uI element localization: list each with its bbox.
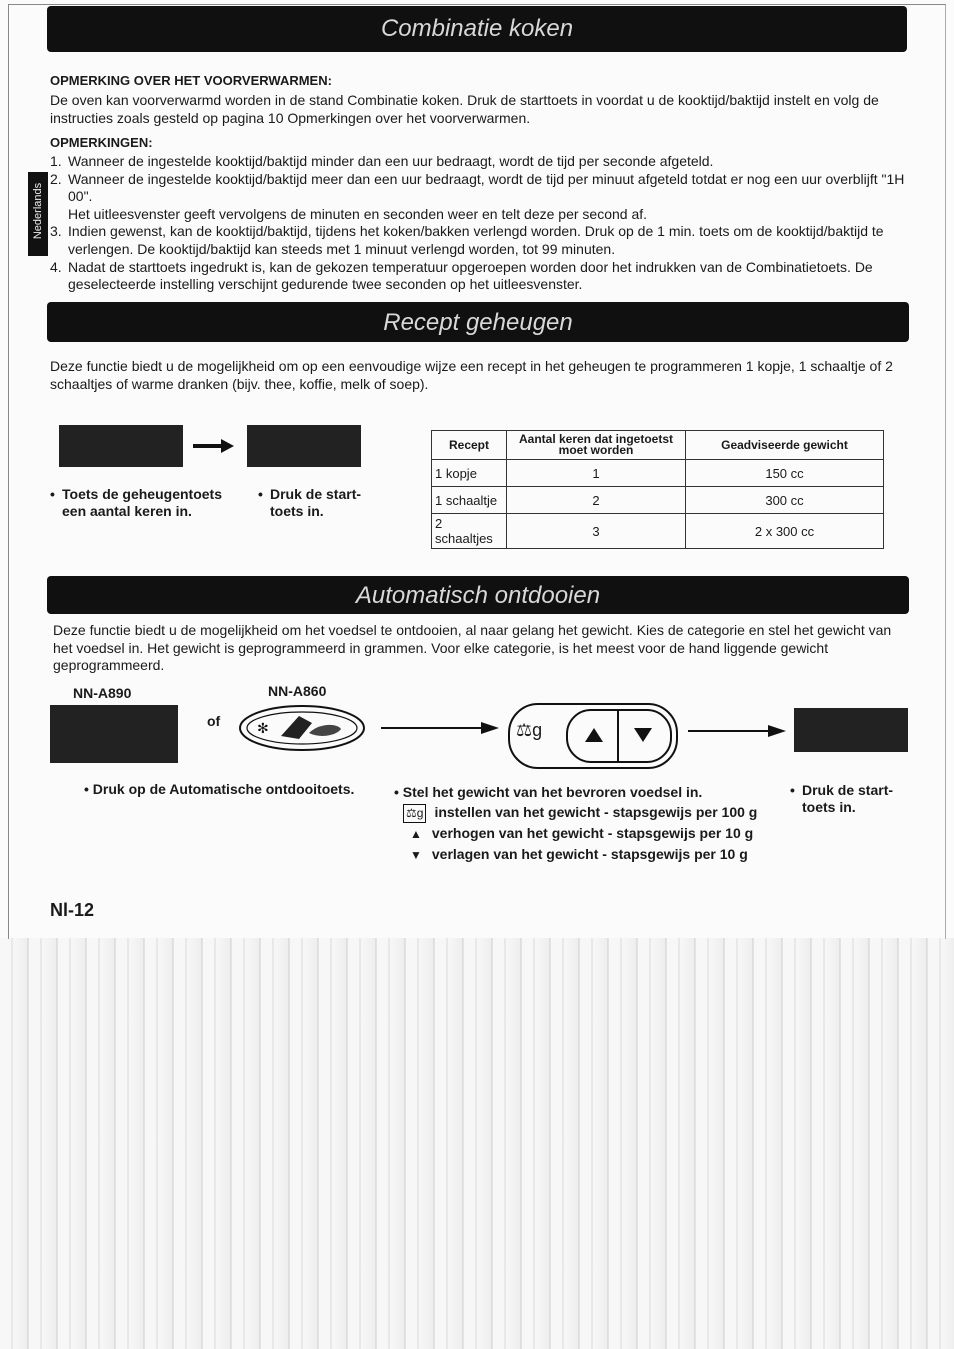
table-cell: 1 <box>507 460 686 487</box>
table-row <box>432 514 884 549</box>
ontdooien-intro: Deze functie biedt u de mogelijkheid om het voedsel te ontdooien, al naar gelang het gewicht. Kies de categorie en stel het gewicht van het voedsel in. Het gewicht is geprogrammeerd in grammen. Voor elke categorie, is het meest voor de hand liggende gewicht geprogrammeerd. <box>53 622 892 673</box>
table-header: Aantal keren dat ingetoetst moet worden <box>507 431 686 460</box>
weight-scale-icon: ⚖g <box>516 720 543 741</box>
ontdooien-step3: • Druk de start-toets in. <box>790 782 894 815</box>
weight-set-line: ⚖g instellen van het gewicht - stapsgewijs per 100 g <box>403 804 757 823</box>
preheat-note-text: De oven kan voorverwarmd worden in de stand Combinatie koken. Druk de starttoets in voordat u de kooktijd/baktijd instelt en volg de instructies zoals gesteld op pagina 10 Opmerkingen over het voorverwarmen. <box>50 92 879 126</box>
start-key-image <box>247 425 361 467</box>
model-label-a860: NN-A860 <box>268 683 327 699</box>
auto-defrost-key-icon <box>237 703 367 753</box>
arrow-right-icon <box>381 721 501 735</box>
table-row <box>432 487 884 514</box>
table-cell: 1 schaaltje <box>432 487 507 514</box>
section-title: Combinatie koken <box>380 15 574 42</box>
gram-symbol: g <box>532 720 543 740</box>
weight-down-line: ▼ verlagen van het gewicht - stapsgewijs per 10 g <box>410 846 748 862</box>
remarks-heading: OPMERKINGEN: <box>50 135 153 150</box>
table-cell: 1 kopje <box>432 460 507 487</box>
language-side-tab <box>28 172 48 256</box>
recept-table <box>431 430 884 549</box>
table-header-row <box>432 431 884 460</box>
table-cell: 2 x 300 cc <box>686 514 884 549</box>
key-divider <box>617 709 619 761</box>
section-title: Recept geheugen <box>383 309 573 336</box>
table-row <box>432 460 884 487</box>
side-tab-label: Nederlands <box>32 182 44 240</box>
arrow-right-icon <box>688 724 788 738</box>
list-item: 1. Wanneer de ingestelde kooktijd/baktijd minder dan een uur bedraagt, wordt de tijd per seconde afgeteld. <box>50 153 714 169</box>
automatisch-ontdooien-banner <box>47 576 909 614</box>
recept-intro: Deze functie biedt u de mogelijkheid om op een eenvoudige wijze een recept in het geheugen te programmeren 1 kopje, 1 schaaltje of 2 schaaltjes of warme dranken (bijv. thee, koffie, melk of soep). <box>50 358 893 392</box>
memory-key-image <box>59 425 183 467</box>
ontdooien-step2: • Stel het gewicht van het bevroren voedsel in. <box>394 784 703 800</box>
combinatie-koken-banner <box>47 6 907 52</box>
up-triangle-icon: ▲ <box>410 827 422 841</box>
table-cell: 2 <box>507 487 686 514</box>
table-header: Recept <box>432 431 507 460</box>
section-title: Automatisch ontdooien <box>355 582 601 609</box>
start-key-image <box>794 708 908 752</box>
list-item: 4. Nadat de starttoets ingedrukt is, kan de gekozen temperatuur opgeroepen worden door het indrukken van de Combinatietoets. De geselecteerde instelling verschijnt gedurende twee seconden op het uitleesvenster. <box>50 258 873 293</box>
svg-text:✻: ✻ <box>257 721 269 737</box>
up-triangle-icon <box>584 727 604 743</box>
list-item: 3. Indien gewenst, kan de kooktijd/baktijd, tijdens het koken/bakken verlengd worden. Druk op de 1 min. toets om de kooktijd/baktijd te verlengen. De kooktijd/baktijd kan steeds met 1 minuut verlengd worden, tot 99 minuten. <box>50 223 884 257</box>
down-triangle-icon: ▼ <box>410 848 422 862</box>
or-label: of <box>207 713 221 729</box>
table-cell: 150 cc <box>686 460 884 487</box>
table-header: Geadviseerde gewicht <box>686 431 884 460</box>
down-triangle-icon <box>633 727 653 743</box>
weight-up-line: ▲ verhogen van het gewicht - stapsgewijs per 10 g <box>410 825 754 841</box>
table-cell: 3 <box>507 514 686 549</box>
table-cell: 2 schaaltjes <box>432 514 507 549</box>
scan-background <box>0 938 954 1349</box>
ontdooien-step1: • Druk op de Automatische ontdooitoets. <box>84 781 355 797</box>
up-down-keys <box>566 709 672 763</box>
arrow-right-icon <box>193 438 235 454</box>
table-cell: 300 cc <box>686 487 884 514</box>
recept-geheugen-banner <box>47 302 909 342</box>
remarks-list <box>50 153 910 294</box>
preheat-note-heading: OPMERKING OVER HET VOORVERWARMEN: <box>50 73 332 88</box>
list-item: 2. Wanneer de ingestelde kooktijd/baktijd meer dan een uur bedraagt, wordt de tijd per minuut afgeteld totdat er nog een uur overblijft "1H 00". Het uitleesvenster geeft vervolgens de minuten en seconden weer en telt deze per second af. <box>50 170 905 222</box>
defrost-display-image <box>50 705 178 763</box>
recept-step2: • Druk de start-toets in. <box>258 486 362 519</box>
page-number: Nl-12 <box>50 900 95 920</box>
weight-scale-icon: ⚖g <box>403 804 426 823</box>
recept-step1: • Toets de geheugentoets een aantal keren in. <box>50 486 222 519</box>
model-label-a890: NN-A890 <box>73 685 132 701</box>
